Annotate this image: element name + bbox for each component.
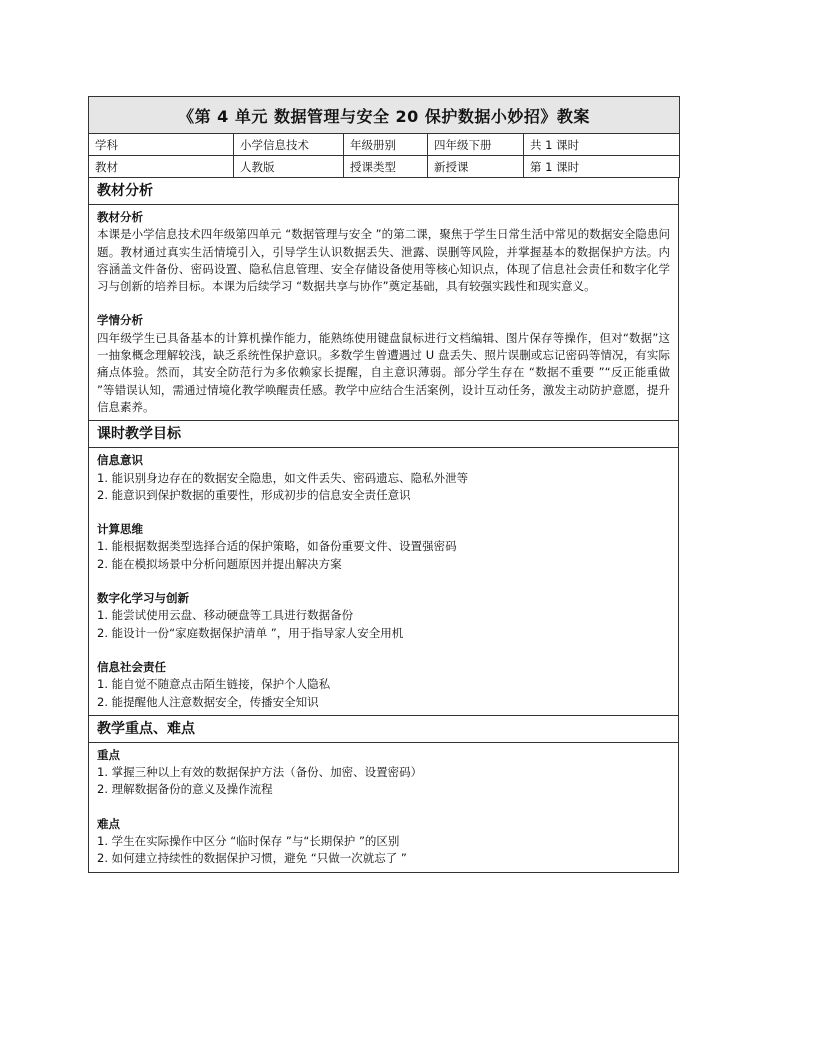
info-row: [89, 134, 680, 156]
section-heading: 教材分析: [89, 178, 678, 205]
goal-group-title: 信息社会责任: [97, 659, 166, 674]
textbook-analysis-text: 本课是小学信息技术四年级第四单元 “数据管理与安全 ”的第二课，聚焦于学生日常生活中常见的数据安全隐患问题。教材通过真实生活情境引入，引导学生认识数据丢失、泄露、误删等风险，并掌握基本的数据保护方法。内容涵盖文件备份、密码设置、隐私信息管理、安全存储设备使用等核心知识点，体现了信息社会责任和数字化学习与创新的培养目标。本课为后续学习 “数据共享与协作”奠定基础，具有较强实践性和现实意义。: [97, 227, 670, 294]
info-cell: 授课类型: [344, 156, 428, 178]
goal-item: 1. 能识别身边存在的数据安全隐患，如文件丢失、密码遗忘、隐私外泄等: [97, 470, 469, 485]
info-cell: 小学信息技术: [234, 134, 344, 156]
goals-section: [88, 421, 679, 716]
page-title: 《第 4 单元 数据管理与安全 20 保护数据小妙招》教案: [89, 97, 680, 134]
info-cell: 新授课: [428, 156, 524, 178]
analysis-section: [88, 178, 679, 421]
header-table: [88, 96, 680, 178]
lesson-plan-document: [88, 96, 679, 873]
info-cell: 年级册别: [344, 134, 428, 156]
difficult-point-item: 2. 如何建立持续性的数据保护习惯，避免 “只做一次就忘了 ”: [97, 851, 407, 866]
goal-item: 1. 能自觉不随意点击陌生链接，保护个人隐私: [97, 677, 331, 692]
goal-item: 1. 能根据数据类型选择合适的保护策略，如备份重要文件、设置强密码: [97, 539, 457, 554]
info-cell: 共 1 课时: [524, 134, 680, 156]
info-cell: 第 1 课时: [524, 156, 680, 178]
info-cell: 四年级下册: [428, 134, 524, 156]
student-analysis-text: 四年级学生已具备基本的计算机操作能力，能熟练使用键盘鼠标进行文档编辑、图片保存等操作，但对“数据”这一抽象概念理解较浅，缺乏系统性保护意识。多数学生曾遭遇过 U 盘丢失、照片误删或忘记密码等情况，有实际痛点体验。然而，其安全防范行为多依赖家长提醒，自主意识薄弱。部分学生存在 “数据不重要 ”“反正能重做 ”等错误认知，需通过情境化教学唤醒责任感。教学中应结合生活案例，设计互动任务，激发主动防护意愿，提升信息素养。: [97, 330, 670, 414]
info-row: [89, 156, 680, 178]
info-cell: 教材: [89, 156, 234, 178]
section-heading: 教学重点、难点: [89, 716, 678, 743]
info-cell: 人教版: [234, 156, 344, 178]
goal-group-title: 数字化学习与创新: [97, 591, 189, 606]
goal-item: 1. 能尝试使用云盘、移动硬盘等工具进行数据备份: [97, 608, 354, 623]
difficult-points-title: 难点: [97, 816, 120, 831]
difficult-point-item: 1. 学生在实际操作中区分 “临时保存 ”与“长期保护 ”的区别: [97, 834, 400, 849]
subsection-title: 教材分析: [97, 210, 143, 224]
goal-group-title: 计算思维: [97, 522, 143, 537]
key-point-item: 1. 掌握三种以上有效的数据保护方法（备份、加密、设置密码）: [97, 765, 423, 780]
goal-group-title: 信息意识: [97, 453, 143, 468]
key-point-item: 2. 理解数据备份的意义及操作流程: [97, 782, 273, 797]
goal-item: 2. 能设计一份“家庭数据保护清单 ”，用于指导家人安全用机: [97, 625, 404, 640]
goal-item: 2. 能意识到保护数据的重要性，形成初步的信息安全责任意识: [97, 487, 411, 502]
subsection-title: 学情分析: [97, 313, 143, 328]
section-heading: 课时教学目标: [89, 421, 678, 448]
goal-item: 2. 能在模拟场景中分析问题原因并提出解决方案: [97, 556, 342, 571]
key-points-title: 重点: [97, 747, 120, 762]
goal-item: 2. 能提醒他人注意数据安全，传播安全知识: [97, 694, 319, 709]
keypoints-section: [88, 716, 679, 873]
info-cell: 学科: [89, 134, 234, 156]
